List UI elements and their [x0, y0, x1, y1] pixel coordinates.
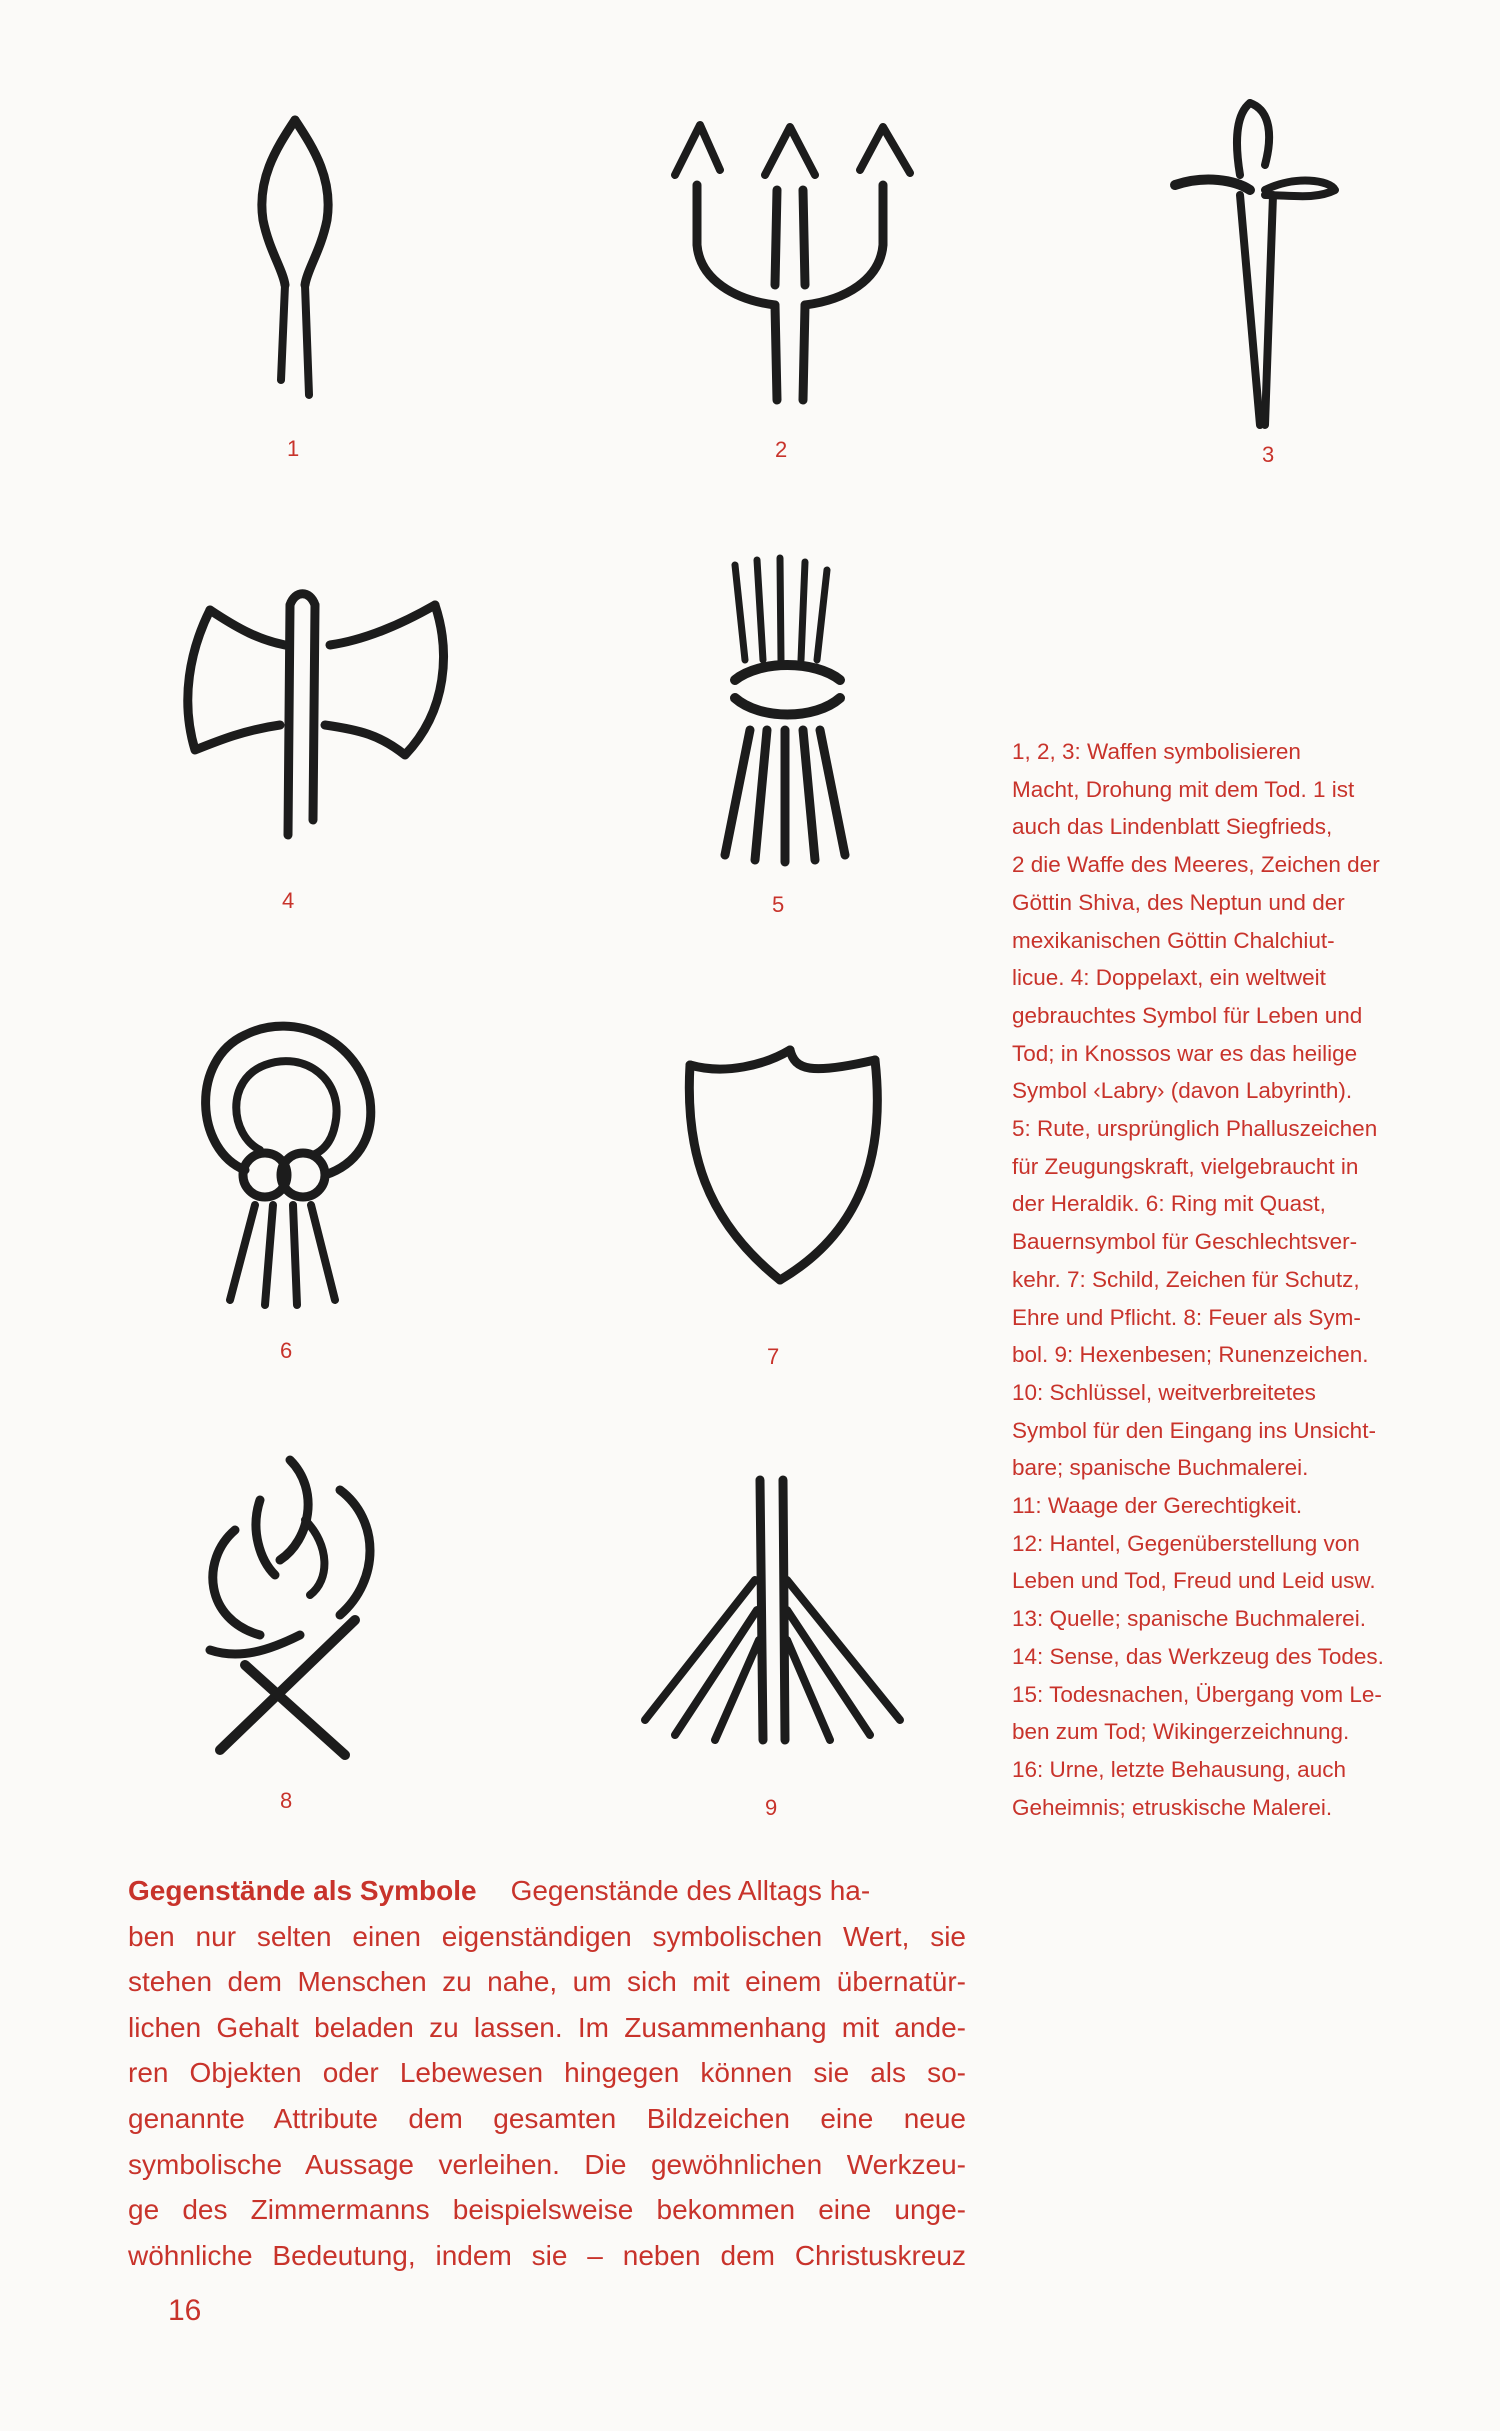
- body-line: stehen dem Menschen zu nahe, um sich mit einem übernatür-: [128, 1966, 966, 1998]
- symbol-number: 7: [767, 1344, 780, 1369]
- caption-line: 2 die Waffe des Meeres, Zeichen der: [1012, 852, 1380, 878]
- caption-line: bol. 9: Hexenbesen; Runenzeichen.: [1012, 1342, 1369, 1368]
- caption-line: Symbol ‹Labry› (davon Labyrinth).: [1012, 1078, 1353, 1104]
- caption-line: 13: Quelle; spanische Buchmalerei.: [1012, 1606, 1366, 1632]
- caption-line: 11: Waage der Gerechtigkeit.: [1012, 1493, 1303, 1519]
- symbol-number: 5: [772, 892, 785, 917]
- caption-line: für Zeugungskraft, vielgebraucht in: [1012, 1153, 1359, 1179]
- body-line: lichen Gehalt beladen zu lassen. Im Zusammenhang mit ande-: [128, 2011, 966, 2043]
- caption-line: 12: Hantel, Gegenüberstellung von: [1012, 1530, 1360, 1556]
- fire-icon: [180, 1450, 400, 1770]
- body-line: wöhnliche Bedeutung, indem sie – neben dem Christuskreuz: [128, 2239, 966, 2271]
- section-first-line-text: Gegenstände des Alltags ha-: [510, 1875, 871, 1906]
- symbol-number: 2: [775, 437, 788, 462]
- rod-bundle-icon: [705, 550, 865, 870]
- caption-line: Ehre und Pflicht. 8: Feuer als Sym-: [1012, 1304, 1361, 1330]
- caption-line: kehr. 7: Schild, Zeichen für Schutz,: [1012, 1266, 1360, 1292]
- caption-line: Göttin Shiva, des Neptun und der: [1012, 889, 1345, 915]
- double-axe-icon: [150, 580, 450, 840]
- body-line: ben nur selten einen eigenständigen symbolischen Wert, sie: [128, 1920, 966, 1952]
- ring-tassel-icon: [185, 1000, 385, 1310]
- caption-line: 14: Sense, das Werkzeug des Todes.: [1012, 1643, 1384, 1669]
- symbol-number: 8: [280, 1788, 293, 1813]
- caption-line: Bauernsymbol für Geschlechtsver-: [1012, 1229, 1358, 1255]
- page-number: 16: [168, 2294, 202, 2327]
- symbol-number: 9: [765, 1795, 778, 1820]
- caption-line: Leben und Tod, Freud und Leid usw.: [1012, 1568, 1376, 1594]
- symbol-number: 1: [287, 436, 300, 461]
- caption-line: ben zum Tod; Wikingerzeichnung.: [1012, 1719, 1350, 1745]
- caption-line: 16: Urne, letzte Behausung, auch: [1012, 1756, 1346, 1782]
- section-body: [128, 1868, 966, 2278]
- caption-line: 15: Todesnachen, Übergang vom Le-: [1012, 1681, 1382, 1707]
- trident-icon: [655, 115, 925, 415]
- caption-line: bare; spanische Buchmalerei.: [1012, 1455, 1309, 1481]
- symbol-number: 3: [1262, 442, 1275, 467]
- caption-line: Geheimnis; etruskische Malerei.: [1012, 1794, 1333, 1820]
- body-line: symbolische Aussage verleihen. Die gewöhnlichen Werkzeu-: [128, 2148, 966, 2180]
- caption-line: auch das Lindenblatt Siegfrieds,: [1012, 814, 1333, 840]
- caption-line: 10: Schlüssel, weitverbreitetes: [1012, 1379, 1316, 1405]
- caption-line: der Heraldik. 6: Ring mit Quast,: [1012, 1191, 1326, 1217]
- section-first-line: [128, 1868, 966, 1914]
- shield-icon: [675, 1030, 895, 1300]
- body-line: ren Objekten oder Lebewesen hingegen können sie als so-: [128, 2057, 966, 2089]
- caption-line: gebrauchtes Symbol für Leben und: [1012, 1002, 1363, 1028]
- caption-line: Tod; in Knossos war es das heilige: [1012, 1040, 1358, 1066]
- symbol-number: 4: [282, 888, 295, 913]
- section-heading: Gegenstände als Symbole: [128, 1875, 477, 1906]
- caption-line: licue. 4: Doppelaxt, ein weltweit: [1012, 965, 1326, 991]
- caption-line: mexikanischen Göttin Chalchiut-: [1012, 927, 1335, 953]
- spearhead-icon: [235, 110, 355, 410]
- dagger-icon: [1165, 95, 1345, 435]
- symbol-caption: [1012, 733, 1447, 1826]
- caption-line: Symbol für den Eingang ins Unsicht-: [1012, 1417, 1376, 1443]
- symbol-number: 6: [280, 1338, 293, 1363]
- body-line: ge des Zimmermanns beispielsweise bekommen eine unge-: [128, 2194, 966, 2226]
- body-line: genannte Attribute dem gesamten Bildzeichen eine neue: [128, 2102, 966, 2134]
- caption-line: 5: Rute, ursprünglich Phalluszeichen: [1012, 1116, 1378, 1142]
- caption-line: 1, 2, 3: Waffen symbolisieren: [1012, 739, 1301, 764]
- caption-line: Macht, Drohung mit dem Tod. 1 ist: [1012, 776, 1355, 802]
- witch-broom-icon: [635, 1470, 915, 1750]
